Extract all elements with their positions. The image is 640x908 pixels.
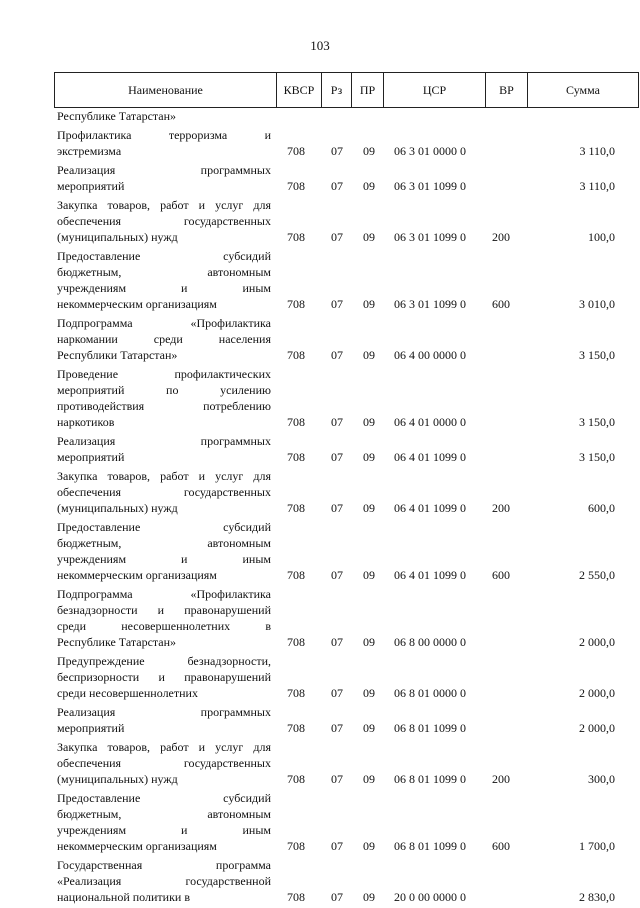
row-pr: 09 [363, 348, 375, 362]
row-kvsr: 708 [287, 890, 305, 904]
row-sum: 2 550,0 [579, 568, 615, 582]
row-csr: 06 8 01 0000 0 [394, 686, 466, 700]
header-vr: ВР [486, 73, 528, 107]
row-name-line: наркомании среди населения [57, 332, 271, 346]
row-name-line: бюджетным, автономным [57, 536, 271, 550]
row-pr: 09 [363, 230, 375, 244]
row-name-line: Республики Татарстан» [57, 348, 178, 362]
row-csr: 06 4 01 1099 0 [394, 568, 466, 582]
row-rz: 07 [331, 568, 343, 582]
table-row [0, 586, 640, 653]
row-csr: 06 8 01 1099 0 [394, 839, 466, 853]
row-name-line: среди несовершеннолетних в [57, 619, 271, 633]
row-csr: 06 8 01 1099 0 [394, 721, 466, 735]
row-rz: 07 [331, 348, 343, 362]
row-name-line: Предоставление субсидий [57, 249, 271, 263]
row-sum: 2 000,0 [579, 635, 615, 649]
row-csr: 06 3 01 1099 0 [394, 297, 466, 311]
table-row [0, 739, 640, 790]
row-name-line: бюджетным, автономным [57, 265, 271, 279]
row-pr: 09 [363, 721, 375, 735]
row-vr: 600 [492, 568, 510, 582]
row-csr: 20 0 00 0000 0 [394, 890, 466, 904]
row-pr: 09 [363, 772, 375, 786]
row-name-line: Закупка товаров, работ и услуг для [57, 740, 271, 754]
row-pr: 09 [363, 297, 375, 311]
row-pr: 09 [363, 568, 375, 582]
table-row [0, 704, 640, 739]
table-header [54, 72, 639, 108]
row-name-line: экстремизма [57, 144, 122, 158]
row-kvsr: 708 [287, 415, 305, 429]
row-vr: 600 [492, 297, 510, 311]
row-rz: 07 [331, 501, 343, 515]
row-name [57, 857, 271, 905]
row-csr: 06 4 01 0000 0 [394, 415, 466, 429]
row-name-line: безнадзорности и правонарушений [57, 603, 271, 617]
table-body [0, 108, 640, 908]
row-pr: 09 [363, 450, 375, 464]
row-kvsr: 708 [287, 297, 305, 311]
row-sum: 3 010,0 [579, 297, 615, 311]
row-rz: 07 [331, 450, 343, 464]
row-name-line: среди несовершеннолетних [57, 686, 198, 700]
row-name-line: Государственная программа [57, 858, 271, 872]
row-sum: 3 150,0 [579, 450, 615, 464]
row-csr: 06 3 01 0000 0 [394, 144, 466, 158]
row-sum: 3 110,0 [579, 179, 615, 193]
row-csr: 06 4 01 1099 0 [394, 501, 466, 515]
row-name [57, 790, 271, 854]
row-name-line: обеспечения государственных [57, 214, 271, 228]
row-sum: 300,0 [588, 772, 615, 786]
row-vr: 600 [492, 839, 510, 853]
row-name-line: учреждениям и иным [57, 281, 271, 295]
row-name-line: Реализация программных [57, 163, 271, 177]
row-name-line: Предоставление субсидий [57, 791, 271, 805]
table-row [0, 653, 640, 704]
row-name [57, 468, 271, 516]
row-pr: 09 [363, 144, 375, 158]
table-row [0, 108, 640, 127]
header-csr: ЦСР [384, 73, 486, 107]
row-name-line: мероприятий [57, 179, 125, 193]
row-name-line: «Реализация государственной [57, 874, 271, 888]
row-sum: 3 150,0 [579, 348, 615, 362]
table-row [0, 248, 640, 315]
row-name [57, 315, 271, 363]
table-row [0, 790, 640, 857]
row-name-line: некоммерческим организациям [57, 568, 217, 582]
row-name-line: мероприятий [57, 450, 125, 464]
row-name-line: (муниципальных) нужд [57, 501, 178, 515]
row-rz: 07 [331, 721, 343, 735]
row-sum: 2 000,0 [579, 721, 615, 735]
row-kvsr: 708 [287, 839, 305, 853]
row-rz: 07 [331, 230, 343, 244]
row-sum: 100,0 [588, 230, 615, 244]
row-name-line: Республике Татарстан» [57, 109, 177, 123]
row-name-line: Подпрограмма «Профилактика [57, 316, 271, 330]
row-name [57, 653, 271, 701]
row-name-line: учреждениям и иным [57, 552, 271, 566]
row-pr: 09 [363, 179, 375, 193]
row-name-line: бюджетным, автономным [57, 807, 271, 821]
row-name [57, 127, 271, 159]
row-name-line: Реализация программных [57, 434, 271, 448]
row-sum: 2 830,0 [579, 890, 615, 904]
row-kvsr: 708 [287, 144, 305, 158]
row-name-line: Закупка товаров, работ и услуг для [57, 198, 271, 212]
row-name-line: Проведение профилактических [57, 367, 271, 381]
row-rz: 07 [331, 144, 343, 158]
row-kvsr: 708 [287, 568, 305, 582]
row-name-line: Предоставление субсидий [57, 520, 271, 534]
row-csr: 06 8 00 0000 0 [394, 635, 466, 649]
table-row [0, 433, 640, 468]
row-pr: 09 [363, 415, 375, 429]
row-name-line: обеспечения государственных [57, 756, 271, 770]
row-name-line: Предупреждение безнадзорности, [57, 654, 271, 668]
row-name-line: (муниципальных) нужд [57, 772, 178, 786]
row-kvsr: 708 [287, 501, 305, 515]
row-name-line: некоммерческим организациям [57, 297, 217, 311]
table-row [0, 127, 640, 162]
row-rz: 07 [331, 890, 343, 904]
row-sum: 3 150,0 [579, 415, 615, 429]
row-sum: 1 700,0 [579, 839, 615, 853]
row-kvsr: 708 [287, 450, 305, 464]
row-name [57, 739, 271, 787]
row-kvsr: 708 [287, 772, 305, 786]
row-pr: 09 [363, 839, 375, 853]
row-name-line: (муниципальных) нужд [57, 230, 178, 244]
row-rz: 07 [331, 297, 343, 311]
row-name [57, 108, 271, 124]
row-rz: 07 [331, 635, 343, 649]
row-name-line: Республике Татарстан» [57, 635, 177, 649]
row-kvsr: 708 [287, 686, 305, 700]
row-csr: 06 4 00 0000 0 [394, 348, 466, 362]
row-name [57, 197, 271, 245]
row-sum: 600,0 [588, 501, 615, 515]
row-name-line: беспризорности и правонарушений [57, 670, 271, 684]
table-row [0, 468, 640, 519]
row-rz: 07 [331, 686, 343, 700]
row-name-line: мероприятий по усилению [57, 383, 271, 397]
row-name-line: национальной политики в [57, 890, 191, 904]
row-pr: 09 [363, 686, 375, 700]
table-row [0, 857, 640, 908]
row-csr: 06 3 01 1099 0 [394, 230, 466, 244]
header-name: Наименование [55, 73, 277, 107]
header-rz: Рз [322, 73, 352, 107]
row-kvsr: 708 [287, 635, 305, 649]
row-name-line: Реализация программных [57, 705, 271, 719]
row-name-line: Профилактика терроризма и [57, 128, 271, 142]
row-name [57, 704, 271, 736]
row-name [57, 519, 271, 583]
row-name [57, 366, 271, 430]
row-pr: 09 [363, 890, 375, 904]
row-vr: 200 [492, 772, 510, 786]
row-kvsr: 708 [287, 721, 305, 735]
row-vr: 200 [492, 501, 510, 515]
row-name-line: Закупка товаров, работ и услуг для [57, 469, 271, 483]
header-pr: ПР [352, 73, 384, 107]
row-rz: 07 [331, 839, 343, 853]
page-number: 103 [310, 38, 330, 53]
row-csr: 06 4 01 1099 0 [394, 450, 466, 464]
row-sum: 3 110,0 [579, 144, 615, 158]
row-name [57, 248, 271, 312]
row-name [57, 586, 271, 650]
row-csr: 06 3 01 1099 0 [394, 179, 466, 193]
table-row [0, 366, 640, 433]
row-sum: 2 000,0 [579, 686, 615, 700]
row-name [57, 162, 271, 194]
row-name-line: Подпрограмма «Профилактика [57, 587, 271, 601]
row-vr: 200 [492, 230, 510, 244]
row-rz: 07 [331, 772, 343, 786]
table-row [0, 519, 640, 586]
row-name-line: мероприятий [57, 721, 125, 735]
row-name [57, 433, 271, 465]
table-row [0, 315, 640, 366]
row-name-line: некоммерческим организациям [57, 839, 217, 853]
row-csr: 06 8 01 1099 0 [394, 772, 466, 786]
row-kvsr: 708 [287, 348, 305, 362]
row-kvsr: 708 [287, 230, 305, 244]
row-name-line: наркотиков [57, 415, 115, 429]
row-rz: 07 [331, 179, 343, 193]
header-kvsr: КВСР [277, 73, 322, 107]
header-sum: Сумма [566, 83, 600, 97]
row-kvsr: 708 [287, 179, 305, 193]
row-rz: 07 [331, 415, 343, 429]
row-pr: 09 [363, 635, 375, 649]
table-row [0, 197, 640, 248]
table-row [0, 162, 640, 197]
row-name-line: обеспечения государственных [57, 485, 271, 499]
row-name-line: учреждениям и иным [57, 823, 271, 837]
row-name-line: противодействия потреблению [57, 399, 271, 413]
row-pr: 09 [363, 501, 375, 515]
